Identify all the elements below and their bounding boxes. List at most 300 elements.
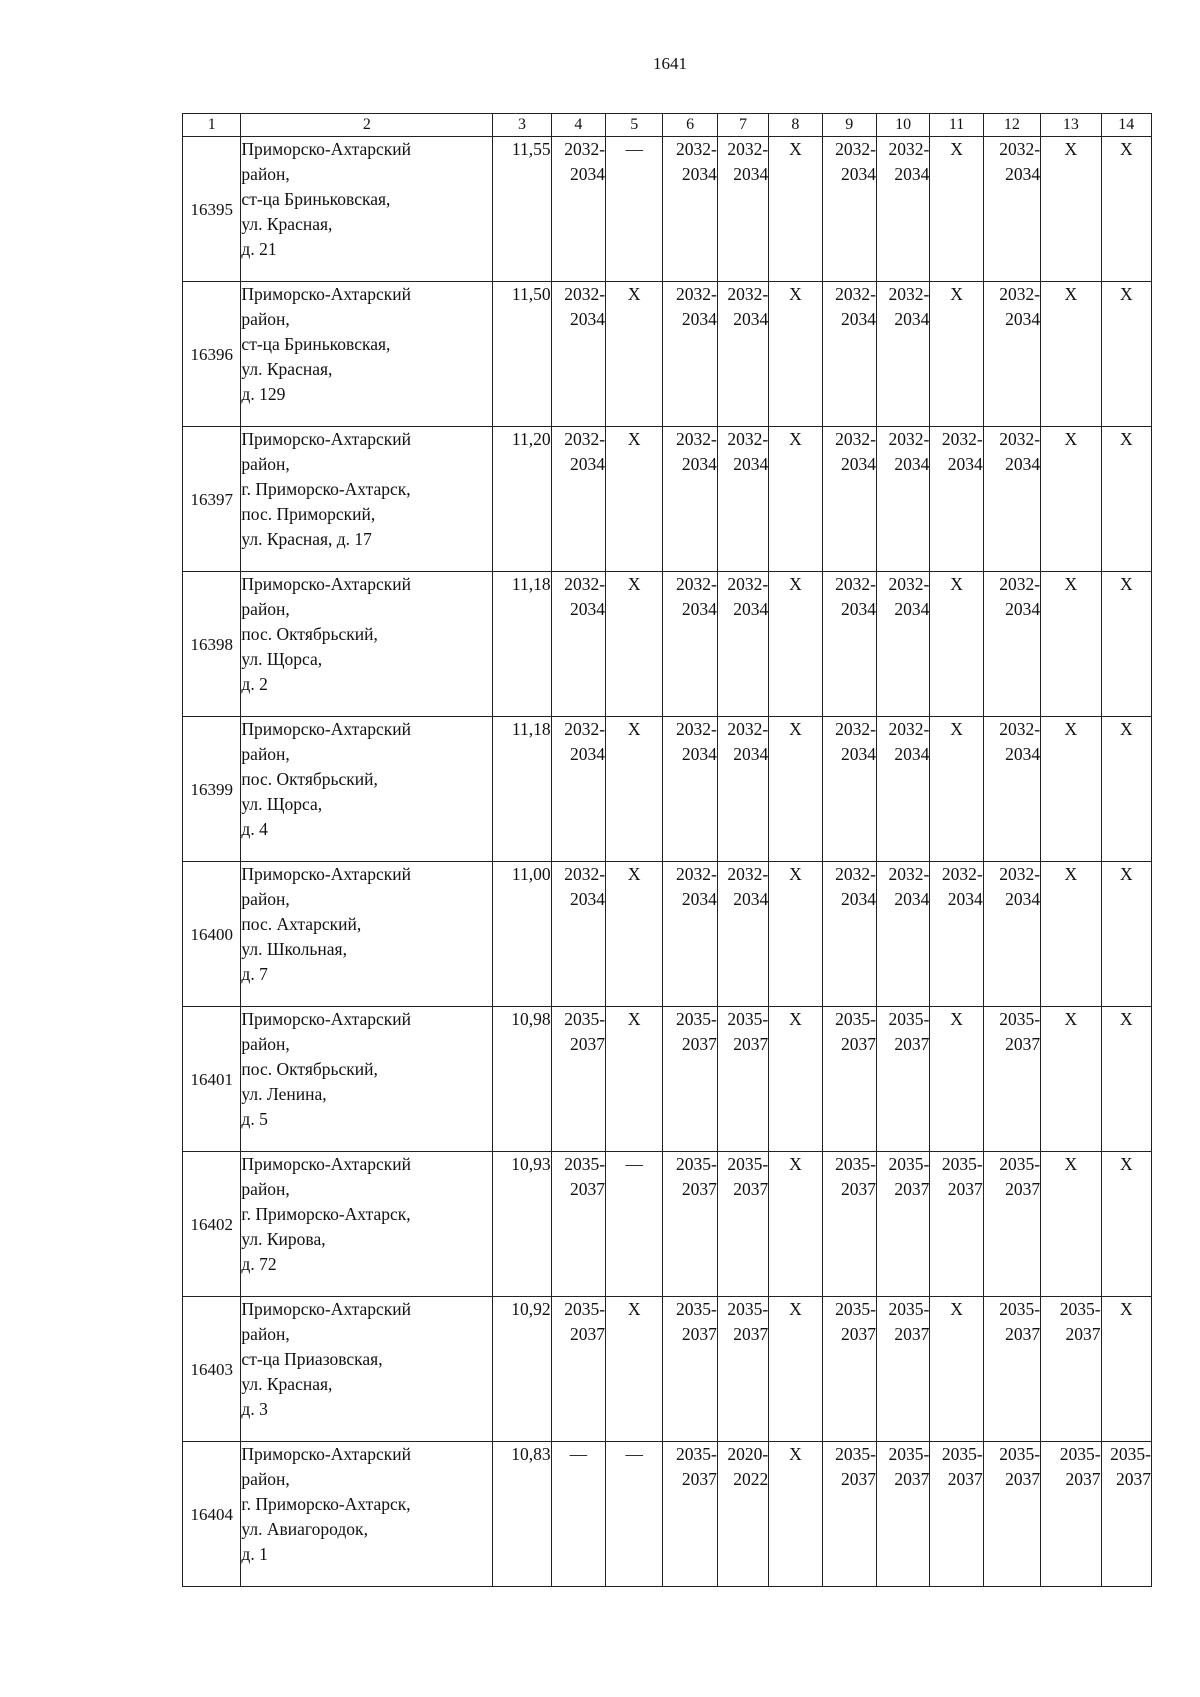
cell-col-9 xyxy=(822,1007,876,1152)
cell-col-12 xyxy=(983,572,1040,717)
cell-value: 2035- xyxy=(676,1299,717,1319)
cell-value: Х xyxy=(1064,574,1078,594)
cell-value: 2034 xyxy=(947,889,983,909)
cell-col-7 xyxy=(717,137,768,282)
cell-value: 2035- xyxy=(835,1299,876,1319)
area-cell: 11,50 xyxy=(493,282,551,427)
address-line: Приморско-Ахтарский xyxy=(241,1299,412,1319)
cell-value: Х xyxy=(627,864,641,884)
cell-col-9 xyxy=(822,1442,876,1587)
cell-col-14 xyxy=(1101,1297,1151,1442)
cell-value: 2022 xyxy=(733,1469,769,1489)
address-line: д. 2 xyxy=(241,674,268,694)
address-line: ул. Кирова, xyxy=(241,1229,326,1249)
address-line: д. 72 xyxy=(241,1254,277,1274)
cell-value: 2032- xyxy=(941,429,983,449)
cell-col-4 xyxy=(551,1442,605,1587)
cell-value: 2034 xyxy=(570,599,606,619)
cell-col-9 xyxy=(822,717,876,862)
address-line: г. Приморско-Ахтарск, xyxy=(241,479,411,499)
cell-col-6 xyxy=(663,862,717,1007)
cell-value: 2035- xyxy=(676,1009,717,1029)
cell-value: 2035- xyxy=(564,1009,606,1029)
table-row xyxy=(183,282,1152,427)
cell-value: Х xyxy=(627,574,641,594)
cell-value: Х xyxy=(1119,284,1133,304)
cell-value: 2035- xyxy=(941,1444,983,1464)
area-cell: 10,83 xyxy=(493,1442,551,1587)
cell-col-7 xyxy=(717,427,768,572)
cell-value: 2035- xyxy=(941,1154,983,1174)
cell-col-6 xyxy=(663,572,717,717)
cell-value: 2035- xyxy=(835,1154,876,1174)
cell-value: Х xyxy=(1119,1299,1133,1319)
cell-value: 2034 xyxy=(840,164,876,184)
column-header-7: 7 xyxy=(717,114,768,137)
cell-col-12 xyxy=(983,862,1040,1007)
table-header xyxy=(183,114,1152,137)
address-line: д. 5 xyxy=(241,1109,268,1129)
cell-value: Х xyxy=(1064,1154,1078,1174)
cell-value: Х xyxy=(950,719,963,739)
cell-value: Х xyxy=(1119,864,1133,884)
cell-col-13 xyxy=(1041,282,1101,427)
cell-value: Х xyxy=(627,1299,641,1319)
address-line: пос. Октябрьский, xyxy=(241,769,378,789)
cell-value: 2034 xyxy=(1005,599,1041,619)
column-header-3: 3 xyxy=(493,114,551,137)
cell-col-9 xyxy=(822,282,876,427)
cell-value: Х xyxy=(1064,864,1078,884)
cell-value: 2034 xyxy=(681,889,717,909)
address-line: ул. Школьная, xyxy=(241,939,347,959)
cell-col-4 xyxy=(551,137,605,282)
table-row xyxy=(183,862,1152,1007)
cell-col-6 xyxy=(663,717,717,862)
cell-col-8 xyxy=(769,1442,822,1587)
cell-col-5 xyxy=(606,1007,663,1152)
cell-col-11 xyxy=(930,1007,983,1152)
cell-value: Х xyxy=(627,1009,641,1029)
address-line: район, xyxy=(241,1469,290,1489)
cell-col-10 xyxy=(876,427,929,572)
cell-col-14 xyxy=(1101,282,1151,427)
cell-value: 2037 xyxy=(840,1179,876,1199)
address-line: пос. Приморский, xyxy=(241,504,376,524)
cell-value: 2034 xyxy=(681,599,717,619)
cell-value: 2037 xyxy=(681,1034,717,1054)
column-header-9: 9 xyxy=(822,114,876,137)
address-line: ул. Щорса, xyxy=(241,649,323,669)
cell-col-8 xyxy=(769,1007,822,1152)
cell-value: 2034 xyxy=(894,744,930,764)
table-row xyxy=(183,572,1152,717)
address-line: Приморско-Ахтарский xyxy=(241,1444,412,1464)
address-line: ул. Красная, xyxy=(241,359,333,379)
area-cell: 11,18 xyxy=(493,717,551,862)
cell-col-9 xyxy=(822,862,876,1007)
cell-value: 2037 xyxy=(681,1179,717,1199)
cell-col-12 xyxy=(983,282,1040,427)
cell-col-8 xyxy=(769,282,822,427)
address-line: Приморско-Ахтарский xyxy=(241,574,412,594)
cell-value: 2032- xyxy=(999,864,1041,884)
cell-value: Х xyxy=(789,1444,802,1464)
cell-value: 2037 xyxy=(894,1469,930,1489)
cell-col-13 xyxy=(1041,572,1101,717)
cell-value: 2032- xyxy=(999,719,1041,739)
cell-value: 2032- xyxy=(999,139,1041,159)
address-line: район, xyxy=(241,1034,290,1054)
cell-col-5 xyxy=(606,282,663,427)
cell-value: 2035- xyxy=(999,1444,1041,1464)
address-line: пос. Октябрьский, xyxy=(241,1059,378,1079)
address-cell xyxy=(241,1442,493,1587)
cell-value: Х xyxy=(1064,719,1078,739)
cell-value: 2032- xyxy=(727,284,769,304)
cell-col-13 xyxy=(1041,1007,1101,1152)
cell-value: Х xyxy=(1064,284,1078,304)
cell-value: 2032- xyxy=(888,864,930,884)
cell-value: 2035- xyxy=(888,1154,930,1174)
cell-value: 2034 xyxy=(894,599,930,619)
cell-value: 2034 xyxy=(570,454,606,474)
cell-value: 2034 xyxy=(681,454,717,474)
cell-col-12 xyxy=(983,1007,1040,1152)
column-header-10: 10 xyxy=(876,114,929,137)
cell-value: Х xyxy=(789,284,802,304)
cell-col-5 xyxy=(606,427,663,572)
address-line: ул. Красная, xyxy=(241,214,333,234)
row-number: 16404 xyxy=(183,1442,241,1587)
cell-value: 2032- xyxy=(676,284,717,304)
cell-value: 2037 xyxy=(894,1179,930,1199)
cell-value: 2037 xyxy=(947,1469,983,1489)
cell-value: Х xyxy=(950,1299,963,1319)
cell-col-4 xyxy=(551,427,605,572)
cell-value: 2037 xyxy=(1065,1469,1101,1489)
cell-col-14 xyxy=(1101,717,1151,862)
column-header-8: 8 xyxy=(769,114,822,137)
cell-col-13 xyxy=(1041,1297,1101,1442)
cell-value: 2034 xyxy=(840,454,876,474)
cell-value: Х xyxy=(1064,139,1078,159)
cell-col-10 xyxy=(876,1442,929,1587)
cell-col-11 xyxy=(930,1297,983,1442)
table-row xyxy=(183,427,1152,572)
cell-col-6 xyxy=(663,1152,717,1297)
cell-col-14 xyxy=(1101,1007,1151,1152)
cell-value: Х xyxy=(789,1299,802,1319)
cell-value: 2034 xyxy=(733,309,769,329)
address-line: район, xyxy=(241,164,290,184)
register-table xyxy=(182,113,1152,1587)
cell-col-5 xyxy=(606,1152,663,1297)
cell-col-12 xyxy=(983,717,1040,862)
cell-value: 2035- xyxy=(727,1009,769,1029)
row-number: 16399 xyxy=(183,717,241,862)
cell-col-8 xyxy=(769,862,822,1007)
column-header-12: 12 xyxy=(983,114,1040,137)
cell-col-14 xyxy=(1101,1152,1151,1297)
cell-value: 2034 xyxy=(733,744,769,764)
address-line: д. 1 xyxy=(241,1544,268,1564)
cell-value: 2032- xyxy=(888,719,930,739)
cell-col-12 xyxy=(983,1297,1040,1442)
address-cell xyxy=(241,862,493,1007)
cell-value: 2032- xyxy=(727,864,769,884)
cell-value: 2034 xyxy=(840,599,876,619)
address-line: ул. Красная, xyxy=(241,1374,333,1394)
cell-value: 2032- xyxy=(888,574,930,594)
cell-col-13 xyxy=(1041,1152,1101,1297)
cell-col-10 xyxy=(876,717,929,862)
cell-value: 2032- xyxy=(676,139,717,159)
cell-value: 2035- xyxy=(1110,1444,1151,1464)
address-line: ст-ца Бриньковская, xyxy=(241,334,391,354)
cell-value: 2034 xyxy=(947,454,983,474)
cell-value: 2035- xyxy=(999,1299,1041,1319)
cell-value: 2034 xyxy=(894,164,930,184)
cell-value: 2037 xyxy=(840,1324,876,1344)
cell-value: 2034 xyxy=(681,744,717,764)
cell-col-8 xyxy=(769,1152,822,1297)
cell-value: 2032- xyxy=(888,284,930,304)
address-line: ст-ца Приазовская, xyxy=(241,1349,383,1369)
address-cell xyxy=(241,1152,493,1297)
row-number: 16402 xyxy=(183,1152,241,1297)
address-line: Приморско-Ахтарский xyxy=(241,864,412,884)
cell-value: 2032- xyxy=(999,574,1041,594)
cell-value: 2034 xyxy=(1005,744,1041,764)
cell-col-8 xyxy=(769,427,822,572)
cell-value: 2032- xyxy=(564,864,606,884)
cell-value: Х xyxy=(1064,1009,1078,1029)
cell-col-9 xyxy=(822,137,876,282)
cell-value: 2037 xyxy=(1005,1034,1041,1054)
cell-value: 2032- xyxy=(999,284,1041,304)
cell-col-11 xyxy=(930,282,983,427)
cell-value: 2032- xyxy=(888,429,930,449)
cell-col-14 xyxy=(1101,427,1151,572)
cell-value: 2032- xyxy=(835,429,876,449)
address-line: район, xyxy=(241,309,290,329)
cell-value: Х xyxy=(1119,574,1133,594)
cell-value: 2032- xyxy=(676,574,717,594)
cell-value: 2032- xyxy=(835,864,876,884)
cell-value: 2034 xyxy=(681,164,717,184)
cell-value: Х xyxy=(789,139,802,159)
cell-value: 2032- xyxy=(564,574,606,594)
page-number: 1641 xyxy=(653,54,687,73)
cell-value: Х xyxy=(950,284,963,304)
address-line: д. 129 xyxy=(241,384,286,404)
cell-col-10 xyxy=(876,572,929,717)
area-cell: 11,55 xyxy=(493,137,551,282)
cell-value: 2037 xyxy=(1005,1324,1041,1344)
cell-value: 2032- xyxy=(564,284,606,304)
cell-value: 2037 xyxy=(733,1179,769,1199)
cell-col-6 xyxy=(663,1007,717,1152)
cell-value: 2035- xyxy=(999,1154,1041,1174)
cell-col-8 xyxy=(769,137,822,282)
address-line: ул. Красная, д. 17 xyxy=(241,529,372,549)
cell-col-11 xyxy=(930,862,983,1007)
cell-col-10 xyxy=(876,1152,929,1297)
cell-value: 2037 xyxy=(840,1469,876,1489)
cell-value: 2032- xyxy=(888,139,930,159)
cell-value: 2032- xyxy=(564,429,606,449)
address-line: район, xyxy=(241,889,290,909)
cell-value: 2034 xyxy=(733,889,769,909)
cell-col-13 xyxy=(1041,137,1101,282)
cell-col-13 xyxy=(1041,862,1101,1007)
table-row xyxy=(183,1297,1152,1442)
address-line: пос. Октябрьский, xyxy=(241,624,378,644)
address-line: д. 7 xyxy=(241,964,268,984)
cell-col-10 xyxy=(876,137,929,282)
address-line: Приморско-Ахтарский xyxy=(241,284,412,304)
cell-col-4 xyxy=(551,1007,605,1152)
cell-col-4 xyxy=(551,572,605,717)
cell-col-11 xyxy=(930,717,983,862)
cell-col-5 xyxy=(606,862,663,1007)
cell-col-5 xyxy=(606,572,663,717)
cell-value: 2035- xyxy=(835,1009,876,1029)
cell-col-6 xyxy=(663,137,717,282)
cell-value: 2032- xyxy=(835,574,876,594)
cell-col-10 xyxy=(876,862,929,1007)
address-cell xyxy=(241,1297,493,1442)
cell-value: 2034 xyxy=(570,164,606,184)
cell-value: 2035- xyxy=(1059,1444,1101,1464)
cell-col-6 xyxy=(663,1297,717,1442)
cell-value: 2034 xyxy=(570,889,606,909)
cell-value: Х xyxy=(627,719,641,739)
address-line: район, xyxy=(241,1179,290,1199)
table-row xyxy=(183,1152,1152,1297)
cell-value: Х xyxy=(1119,1009,1133,1029)
cell-col-14 xyxy=(1101,137,1151,282)
area-cell: 11,20 xyxy=(493,427,551,572)
cell-value: 2034 xyxy=(1005,309,1041,329)
cell-value: 2034 xyxy=(1005,889,1041,909)
row-number: 16401 xyxy=(183,1007,241,1152)
cell-value: 2035- xyxy=(835,1444,876,1464)
cell-value: 2032- xyxy=(727,574,769,594)
cell-col-14 xyxy=(1101,862,1151,1007)
address-line: пос. Ахтарский, xyxy=(241,914,362,934)
cell-col-14 xyxy=(1101,572,1151,717)
cell-value: 2034 xyxy=(840,744,876,764)
row-number: 16397 xyxy=(183,427,241,572)
cell-value: 2032- xyxy=(676,429,717,449)
column-header-14: 14 xyxy=(1101,114,1151,137)
cell-col-10 xyxy=(876,1297,929,1442)
address-line: д. 21 xyxy=(241,239,277,259)
address-line: район, xyxy=(241,1324,290,1344)
address-line: ул. Ленина, xyxy=(241,1084,327,1104)
cell-value: 2035- xyxy=(888,1444,930,1464)
address-line: район, xyxy=(241,744,290,764)
row-number: 16396 xyxy=(183,282,241,427)
column-header-1: 1 xyxy=(183,114,241,137)
cell-col-7 xyxy=(717,282,768,427)
cell-value: 2034 xyxy=(894,454,930,474)
cell-value: Х xyxy=(789,1009,802,1029)
area-cell: 10,98 xyxy=(493,1007,551,1152)
cell-value: 2037 xyxy=(1116,1469,1151,1489)
cell-value: Х xyxy=(1119,719,1133,739)
cell-value: 2037 xyxy=(1005,1469,1041,1489)
cell-value: — xyxy=(569,1444,588,1464)
address-line: д. 4 xyxy=(241,819,268,839)
address-line: ст-ца Бриньковская, xyxy=(241,189,391,209)
cell-value: Х xyxy=(1064,429,1078,449)
address-line: Приморско-Ахтарский xyxy=(241,139,412,159)
cell-value: 2034 xyxy=(894,309,930,329)
cell-col-10 xyxy=(876,282,929,427)
address-cell xyxy=(241,717,493,862)
cell-col-12 xyxy=(983,137,1040,282)
cell-value: — xyxy=(625,1154,643,1174)
cell-col-9 xyxy=(822,572,876,717)
cell-col-7 xyxy=(717,1152,768,1297)
address-line: Приморско-Ахтарский xyxy=(241,1154,412,1174)
cell-col-7 xyxy=(717,1297,768,1442)
row-number: 16403 xyxy=(183,1297,241,1442)
cell-col-12 xyxy=(983,427,1040,572)
address-line: Приморско-Ахтарский xyxy=(241,1009,412,1029)
cell-value: 2037 xyxy=(733,1034,769,1054)
area-cell: 11,00 xyxy=(493,862,551,1007)
cell-value: 2020- xyxy=(727,1444,769,1464)
address-line: Приморско-Ахтарский xyxy=(241,429,412,449)
column-header-4: 4 xyxy=(551,114,605,137)
cell-col-5 xyxy=(606,1442,663,1587)
cell-col-13 xyxy=(1041,717,1101,862)
column-header-13: 13 xyxy=(1041,114,1101,137)
cell-value: 2034 xyxy=(733,454,769,474)
cell-col-4 xyxy=(551,717,605,862)
address-cell xyxy=(241,282,493,427)
column-header-11: 11 xyxy=(930,114,983,137)
address-line: район, xyxy=(241,454,290,474)
cell-value: 2035- xyxy=(888,1009,930,1029)
cell-col-7 xyxy=(717,572,768,717)
cell-value: 2032- xyxy=(564,719,606,739)
cell-value: Х xyxy=(950,574,963,594)
cell-value: Х xyxy=(1119,1154,1133,1174)
cell-value: 2035- xyxy=(676,1154,717,1174)
row-number: 16400 xyxy=(183,862,241,1007)
cell-value: 2037 xyxy=(840,1034,876,1054)
cell-value: 2035- xyxy=(888,1299,930,1319)
cell-value: 2035- xyxy=(564,1154,606,1174)
cell-value: 2037 xyxy=(681,1469,717,1489)
cell-value: 2034 xyxy=(1005,164,1041,184)
address-line: ул. Авиагородок, xyxy=(241,1519,368,1539)
cell-value: 2035- xyxy=(727,1154,769,1174)
cell-col-11 xyxy=(930,1152,983,1297)
cell-col-7 xyxy=(717,1007,768,1152)
cell-value: 2032- xyxy=(727,719,769,739)
cell-value: 2032- xyxy=(835,719,876,739)
table-row xyxy=(183,1007,1152,1152)
column-header-6: 6 xyxy=(663,114,717,137)
column-header-5: 5 xyxy=(606,114,663,137)
cell-value: 2034 xyxy=(570,744,606,764)
